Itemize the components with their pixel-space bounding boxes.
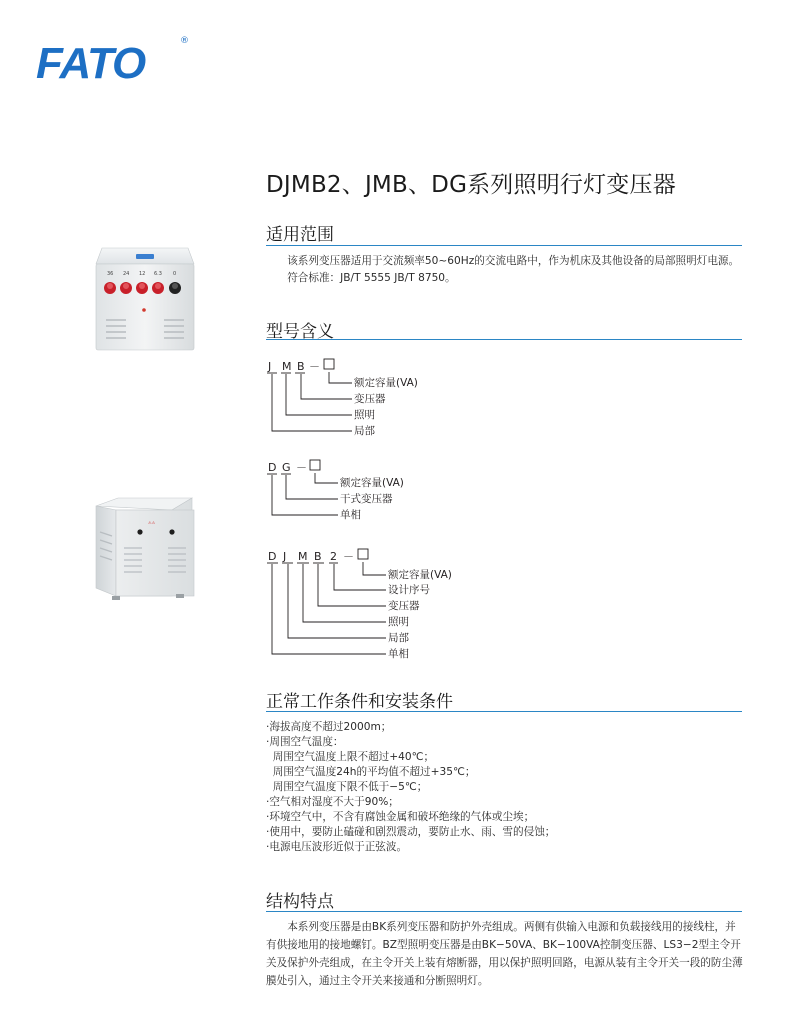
brand-badge-shape (136, 254, 154, 259)
terminal-label: 24 (123, 271, 130, 277)
code-letter: － (296, 461, 307, 474)
label-capacity: 额定容量(VA) (340, 477, 404, 489)
terminal-label: 36 (107, 271, 114, 277)
section-heading-structure: 结构特点 (266, 892, 334, 912)
label-lighting: 照明 (388, 616, 409, 628)
terminal-label: 12 (139, 271, 146, 277)
list-item: ·海拔高度不超过2000m； (266, 721, 392, 733)
section-divider (266, 711, 742, 712)
section-heading-model: 型号含义 (266, 322, 334, 342)
code-letter: G (282, 461, 291, 474)
scope-paragraph (266, 253, 744, 287)
code-letter: D (268, 550, 277, 563)
code-letter: J (268, 360, 272, 373)
standards-text: 符合标准：JB/T 5555 JB/T 8750。 (287, 272, 456, 284)
section-divider (266, 911, 742, 912)
product-photo-jmb (88, 242, 200, 354)
label-local: 局部 (354, 425, 375, 437)
code-letter: M (282, 360, 292, 373)
label-design-serial: 设计序号 (388, 584, 430, 596)
label-single-phase: 单相 (340, 509, 361, 521)
scope-text: 该系列变压器适用于交流频率50~60Hz的交流电路中，作为机床及其他设备的局部照明灯电源。 (287, 255, 740, 267)
code-letter: B (314, 550, 322, 563)
structure-text: 本系列变压器是由BK系列变压器和防护外壳组成。两侧有供输入电源和负载接线用的接线柱，并有供接地用的接地螺钉。BZ型照明变压器是由BK−50VA、BK−100VA控制变压器、LS3−2型主令开关及保护外壳组成，在主令开关上装有熔断器，用以保护照明回路，电源从装有主令开关一段的防尘薄膜处引入，通过主令开关来接通和分断照明灯。 (266, 921, 743, 987)
section-heading-conditions: 正常工作条件和安装条件 (266, 692, 453, 712)
section-divider (266, 245, 742, 246)
label-transformer: 变压器 (354, 393, 386, 405)
label-single-phase: 单相 (388, 648, 409, 660)
list-item: 周围空气温度24h的平均值不超过+35℃； (266, 766, 476, 778)
list-item: 周围空气温度上限不超过+40℃； (266, 751, 435, 763)
page-title: DJMB2、JMB、DG系列照明行灯变压器 (266, 172, 676, 198)
section-divider (266, 339, 742, 340)
label-transformer: 变压器 (388, 600, 420, 612)
brand-logo (36, 36, 189, 82)
terminal-label: 0 (173, 271, 177, 277)
code-letter: － (343, 550, 354, 563)
code-letter: － (309, 360, 320, 373)
dg-model-diagram (262, 457, 522, 523)
structure-paragraph (266, 918, 744, 990)
list-item: ·周围空气温度： (266, 736, 344, 748)
code-letter: 2 (330, 550, 337, 563)
registered-mark: ® (180, 36, 189, 46)
list-item: ·空气相对湿度不大于90%； (266, 796, 399, 808)
list-item: ·环境空气中，不含有腐蚀金属和破坏绝缘的气体或尘埃； (266, 811, 535, 823)
warning-label: ⚠⚠ (148, 520, 156, 525)
label-lighting: 照明 (354, 409, 375, 421)
list-item: 周围空气温度下限不低于−5℃； (266, 781, 428, 793)
code-letter: J (283, 550, 287, 563)
product-photo-dg (88, 492, 200, 604)
section-heading-scope: 适用范围 (266, 225, 334, 245)
conditions-list (266, 720, 555, 855)
label-capacity: 额定容量(VA) (388, 569, 452, 581)
capacity-box (324, 359, 334, 369)
capacity-box (358, 549, 368, 559)
label-local: 局部 (388, 632, 409, 644)
logo-text: FATO (36, 39, 146, 82)
code-letter: B (297, 360, 305, 373)
list-item: ·使用中，要防止磕碰和剧烈震动，要防止水、雨、雪的侵蚀； (266, 826, 556, 838)
capacity-box (310, 460, 320, 470)
label-capacity: 额定容量(VA) (354, 377, 418, 389)
label-dry-transformer: 干式变压器 (340, 493, 393, 505)
list-item: ·电源电压波形近似于正弦波。 (266, 841, 408, 853)
djmb2-model-diagram (262, 546, 522, 662)
terminal-label: 6.3 (154, 271, 162, 277)
code-letter: D (268, 461, 277, 474)
jmb-model-diagram (262, 356, 522, 440)
code-letter: M (298, 550, 308, 563)
